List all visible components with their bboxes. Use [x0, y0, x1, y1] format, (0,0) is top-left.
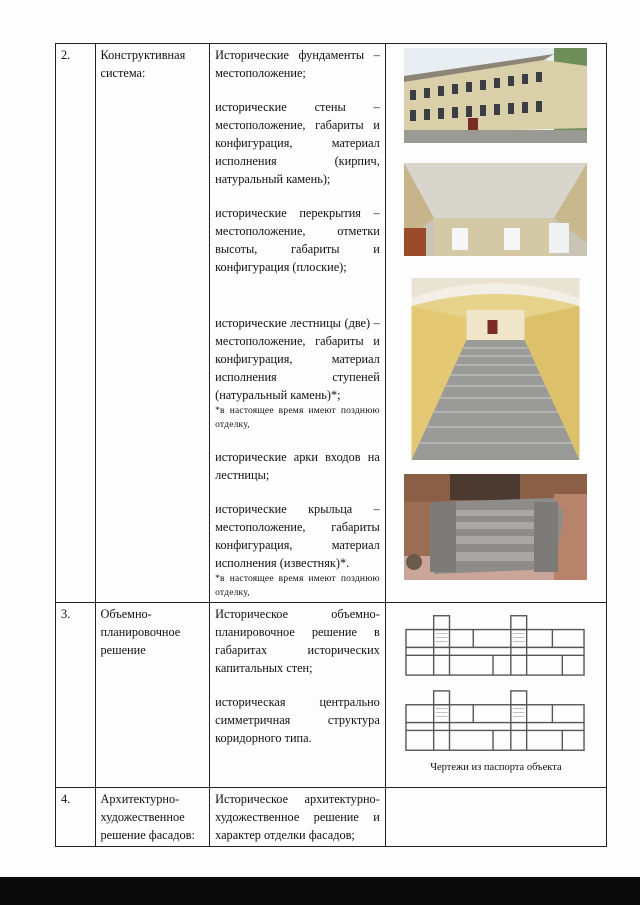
row-description: [210, 603, 386, 788]
item-text: исторические крыльца – местоположение, габариты конфигурация, материал исполнения (известняк)*.: [215, 502, 380, 570]
item-text: Историческое архитектурно-художественное решение и характер отделки фасадов;: [215, 792, 380, 842]
staircase-photo: [404, 278, 587, 460]
row-description: [210, 44, 386, 603]
item-note: *в настоящее время имеют позднюю отделку,: [215, 406, 380, 430]
item-text: исторические перекрытия – местоположение, отметки высоты, габариты и конфигурация (плоские);: [215, 206, 380, 274]
row-number: 2.: [56, 44, 96, 603]
table-row: [56, 603, 607, 788]
row-title: Объемно-планировочное решение: [95, 603, 210, 788]
porch-photo: [404, 474, 587, 580]
drawings-cell: [385, 603, 606, 788]
row-title: Конструктивная система:: [95, 44, 210, 603]
item-text: исторические лестницы (две) – местоположение, габариты и конфигурация, материал исполнения ступеней (натуральный камень)*;: [215, 316, 380, 402]
floor-plan-drawing: [404, 607, 587, 757]
row-number: 4.: [56, 788, 96, 847]
table-row: [56, 788, 607, 847]
drawings-caption: Чертежи из паспорта объекта: [430, 762, 562, 773]
scan-bottom-border: [0, 877, 640, 905]
item-text: историческая центрально симметричная структура коридорного типа.: [215, 695, 380, 745]
row-description: [210, 788, 386, 847]
row-number: 3.: [56, 603, 96, 788]
protected-features-table: [55, 43, 607, 847]
building-facade-photo: [404, 48, 587, 143]
empty-cell: [385, 788, 606, 847]
item-note: *в настоящее время имеют позднюю отделку,: [215, 574, 380, 598]
item-text: Историческое объемно-планировочное решение в габаритах исторических капитальных стен;: [215, 607, 380, 675]
photos-cell: [385, 44, 606, 603]
item-text: исторические арки входов на лестницы;: [215, 450, 380, 482]
item-text: исторические стены – местоположение, габариты и конфигурация, материал исполнения (кирпич, натуральный камень);: [215, 100, 380, 186]
item-text: Исторические фундаменты – местоположение;: [215, 48, 380, 80]
row-title: Архитектурно-художественное решение фасадов:: [95, 788, 210, 847]
ceiling-photo: [404, 163, 587, 256]
table-row: [56, 44, 607, 603]
